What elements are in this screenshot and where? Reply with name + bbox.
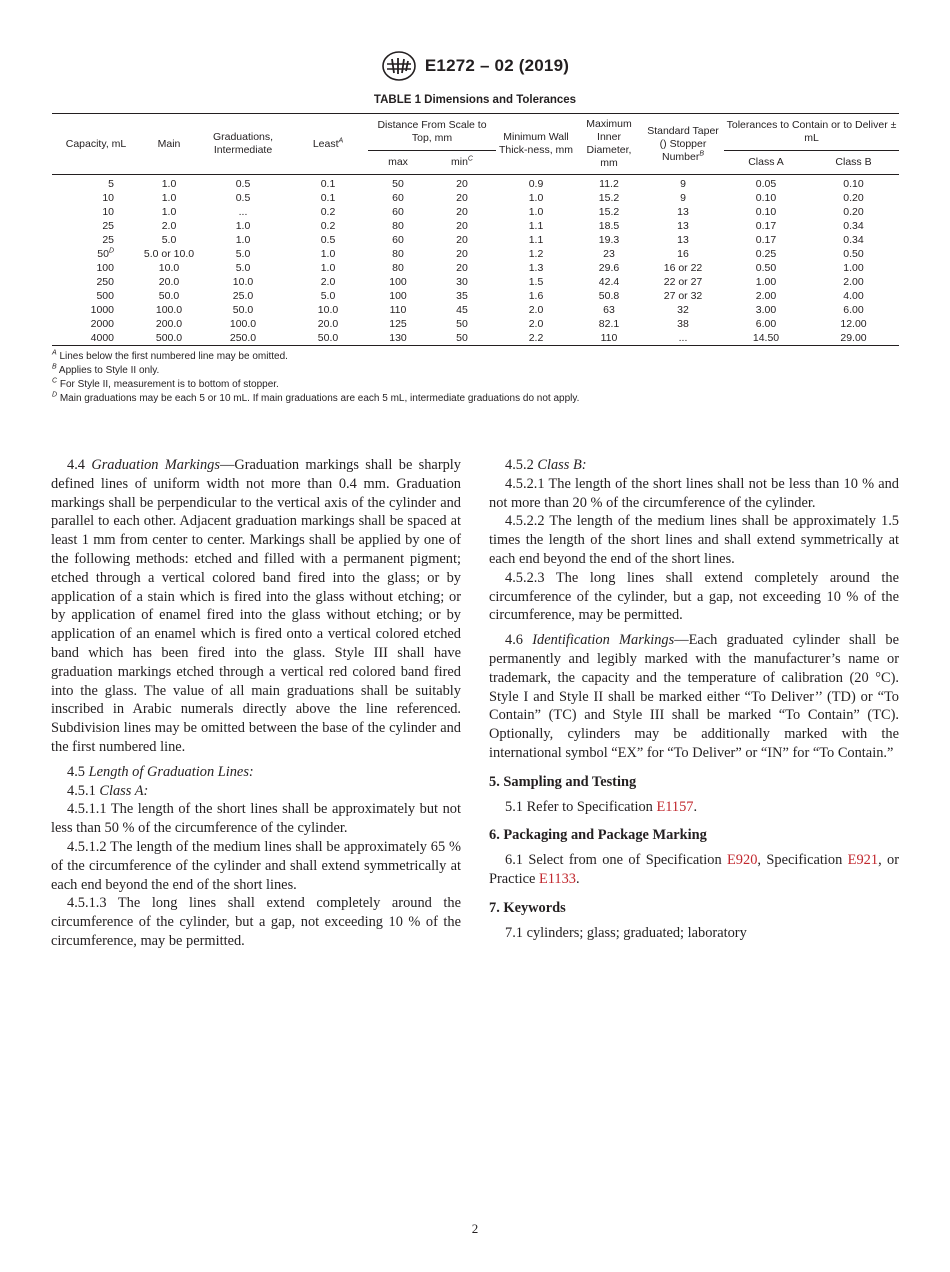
header-distance: Distance From Scale to Top, mm <box>368 114 496 151</box>
cell-capacity: 100 <box>96 262 114 274</box>
cell-class-b: 0.20 <box>843 206 864 218</box>
cell-diameter: 15.2 <box>598 192 620 204</box>
cell-diameter: 110 <box>576 331 642 346</box>
cell-taper: 13 <box>677 234 689 246</box>
document-designation: E1272 – 02 (2019) <box>424 56 570 75</box>
page-number: 2 <box>471 1221 479 1236</box>
cell-class-b: 6.00 <box>843 304 864 316</box>
cell-wall: 1.5 <box>528 276 544 288</box>
header-main: Main <box>157 137 181 150</box>
cell-intermediate: 50.0 <box>232 304 254 316</box>
cell-least: 1.0 <box>320 262 336 274</box>
header-intermediate: Graduations, Intermediate <box>212 131 274 156</box>
cell-taper: 38 <box>677 318 689 330</box>
cell-min: 50 <box>428 331 496 346</box>
cell-diameter: 18.5 <box>598 220 620 232</box>
cell-class-a: 0.25 <box>755 248 777 260</box>
cell-least: 0.2 <box>320 220 336 232</box>
cell-class-a: 0.17 <box>755 234 777 246</box>
cell-class-b: 2.00 <box>843 276 864 288</box>
cell-max: 100 <box>389 276 407 288</box>
cell-min: 50 <box>456 318 468 330</box>
cell-main: 1.0 <box>161 178 177 190</box>
cell-wall: 2.0 <box>528 304 544 316</box>
cell-least: 0.5 <box>320 234 336 246</box>
footnote: $^C$ For Style II, measurement is to bottom of stopper. <box>52 377 279 390</box>
cell-wall: 1.3 <box>528 262 544 274</box>
cell-class-a: 0.17 <box>755 220 777 232</box>
cell-class-b: 0.10 <box>843 178 864 190</box>
cell-intermediate: 250.0 <box>198 331 288 346</box>
cell-max: 110 <box>389 304 407 316</box>
cell-least: 1.0 <box>320 248 336 260</box>
section-4-5-2-2: 4.5.2.2 The length of the medium lines shall be approximately 1.5 times the length of the short lines and shall extend symmetrically at each end beyond the end of the short lines. <box>489 513 899 567</box>
cell-main: 100.0 <box>155 304 183 316</box>
cell-capacity: 10 <box>102 192 114 204</box>
cell-least: 20.0 <box>317 318 339 330</box>
cell-max: 50 <box>392 178 404 190</box>
table-row <box>52 303 899 317</box>
cell-main: 5.0 <box>161 234 177 246</box>
cell-least: 0.2 <box>320 206 336 218</box>
cell-taper: 16 or 22 <box>663 262 703 274</box>
cell-main: 1.0 <box>161 206 177 218</box>
cell-main: 2.0 <box>161 220 177 232</box>
cell-min: 20 <box>456 262 468 274</box>
section-4-5-1: 4.5.1 Class A: <box>67 782 149 799</box>
cell-taper: 9 <box>680 192 686 204</box>
cell-class-a: 0.50 <box>755 262 777 274</box>
cell-max: 80 <box>392 248 404 260</box>
cell-min: 20 <box>456 178 468 190</box>
cell-wall: 2.0 <box>528 318 544 330</box>
cell-min: 20 <box>456 192 468 204</box>
cell-intermediate: ... <box>238 206 248 218</box>
cell-capacity: 5 <box>108 178 114 190</box>
header-diameter: Maximum Inner Diameter, mm <box>586 118 632 169</box>
cell-class-b: 0.50 <box>843 248 864 260</box>
cell-intermediate: 0.5 <box>235 178 251 190</box>
cell-taper: 27 or 32 <box>663 290 703 302</box>
cell-diameter: 50.8 <box>598 290 620 302</box>
cell-class-b: 1.00 <box>843 262 864 274</box>
cell-main: 1.0 <box>161 192 177 204</box>
header-capacity: Capacity, mL <box>65 137 127 150</box>
cell-wall: 1.0 <box>528 192 544 204</box>
link-e921[interactable]: E921 <box>847 852 879 869</box>
cell-least: 5.0 <box>320 290 336 302</box>
cell-main: 50.0 <box>158 290 180 302</box>
table-row <box>52 175 899 192</box>
astm-logo-icon <box>381 50 417 82</box>
cell-class-a: 0.05 <box>755 178 777 190</box>
cell-class-b: 12.00 <box>840 318 867 330</box>
cell-class-b: 0.34 <box>843 234 864 246</box>
header-wall: Minimum Wall Thick-ness, mm <box>498 131 574 156</box>
section-5-1: 5.1 Refer to Specification E1157. <box>505 798 698 815</box>
cell-class-a: 3.00 <box>755 304 777 316</box>
cell-min: 45 <box>456 304 468 316</box>
header-least: Least$^A$ <box>312 137 344 150</box>
cell-min: 20 <box>456 234 468 246</box>
cell-max: 100 <box>389 290 407 302</box>
cell-max: 60 <box>392 192 404 204</box>
section-7-1: 7.1 cylinders; glass; graduated; laboratory <box>505 924 747 941</box>
header-max: max <box>388 156 408 168</box>
section-4-5-1-1: 4.5.1.1 The length of the short lines shall be approximately but not less than 50 % of the circumference of the cylinder. <box>51 801 461 837</box>
right-column <box>489 456 899 942</box>
link-e920[interactable]: E920 <box>727 852 758 869</box>
cell-min: 20 <box>456 206 468 218</box>
section-4-5-2-1: 4.5.2.1 The length of the short lines shall not be less than 10 % and not more than 20 % of the circumference of the cylinder. <box>489 475 899 511</box>
cell-min: 35 <box>456 290 468 302</box>
cell-least: 50.0 <box>288 331 368 346</box>
table-body <box>52 175 899 346</box>
heading-section-7: 7. Keywords <box>489 899 566 916</box>
cell-max: 125 <box>389 318 407 330</box>
cell-taper: 22 or 27 <box>663 276 703 288</box>
cell-intermediate: 10.0 <box>232 276 254 288</box>
cell-capacity: 1000 <box>90 304 114 316</box>
section-4-6: 4.6 Identification Markings—Each graduated cylinder shall be permanently and legibly marked with the manufacturer’s name or trademark, the capacity and the temperature of calibration (20 °C). Style I and Style II shall be marked either “To Deliver’’ (TD) or “To Contain” (TC) and Style III shall be marked “To Contain” (TC). Optionally, cylinders may be additionally marked with the international symbol “EX” for “To Deliver” or “IN” for “To Contain.” <box>489 632 899 761</box>
cell-wall: 1.1 <box>528 220 544 232</box>
cell-diameter: 82.1 <box>598 318 620 330</box>
cell-intermediate: 1.0 <box>235 234 251 246</box>
cell-min: 20 <box>456 220 468 232</box>
cell-min: 30 <box>456 276 468 288</box>
cell-capacity: 250 <box>96 276 114 288</box>
header-class-b: Class B <box>835 156 872 168</box>
cell-taper: 13 <box>677 220 689 232</box>
section-6-1: 6.1 Select from one of Specification E920, Specification E921, or Practice E1133. <box>489 852 900 887</box>
cell-capacity: 10 <box>102 206 114 218</box>
left-column <box>51 456 461 951</box>
cell-max: 80 <box>392 262 404 274</box>
cell-wall: 1.2 <box>528 248 544 260</box>
cell-diameter: 63 <box>603 304 615 316</box>
link-e1133[interactable]: E1133 <box>538 870 576 887</box>
cell-intermediate: 25.0 <box>232 290 254 302</box>
cell-main: 5.0 or 10.0 <box>143 248 195 260</box>
cell-class-b: 0.20 <box>843 192 864 204</box>
heading-section-5: 5. Sampling and Testing <box>489 773 637 790</box>
cell-intermediate: 5.0 <box>235 262 251 274</box>
cell-class-b: 0.34 <box>843 220 864 232</box>
cell-taper: 32 <box>677 304 689 316</box>
header-class-a: Class A <box>748 156 784 168</box>
cell-taper: 9 <box>680 178 686 190</box>
cell-diameter: 29.6 <box>598 262 620 274</box>
table-row <box>52 219 899 233</box>
table-row <box>52 331 899 346</box>
cell-diameter: 19.3 <box>598 234 620 246</box>
cell-capacity: 2000 <box>90 318 114 330</box>
cell-diameter: 42.4 <box>598 276 620 288</box>
cell-least: 0.1 <box>320 178 336 190</box>
cell-wall: 1.1 <box>528 234 544 246</box>
cell-taper: 16 <box>677 248 689 260</box>
table-row <box>52 317 899 331</box>
cell-diameter: 23 <box>603 248 615 260</box>
cell-class-a: 1.00 <box>755 276 777 288</box>
footnote: $^A$ Lines below the first numbered line may be omitted. <box>52 349 288 362</box>
cell-wall: 0.9 <box>528 178 544 190</box>
table-row <box>52 275 899 289</box>
cell-least: 0.1 <box>320 192 336 204</box>
cell-main: 20.0 <box>158 276 180 288</box>
cell-least: 10.0 <box>317 304 339 316</box>
table-footnotes <box>52 350 902 406</box>
link-e1157[interactable]: E1157 <box>656 798 694 815</box>
cell-intermediate: 100.0 <box>229 318 257 330</box>
cell-class-a: 14.50 <box>724 331 808 346</box>
cell-max: 60 <box>392 206 404 218</box>
dimensions-table <box>52 113 899 346</box>
header-taper: Standard Taper () Stopper Number$^B$ <box>647 124 719 163</box>
table-row <box>52 261 899 275</box>
cell-intermediate: 0.5 <box>235 192 251 204</box>
cell-main: 200.0 <box>155 318 183 330</box>
cell-min: 20 <box>456 248 468 260</box>
table-row <box>52 247 899 261</box>
page-header <box>0 50 950 87</box>
section-4-5-1-3: 4.5.1.3 The long lines shall extend completely around the circumference of the cylinder, but a gap, not exceeding 10 % of the circumference, may be permitted. <box>51 895 461 949</box>
table-row <box>52 191 899 205</box>
cell-wall: 1.0 <box>528 206 544 218</box>
cell-main: 10.0 <box>158 262 180 274</box>
cell-diameter: 11.2 <box>599 178 619 190</box>
cell-max: 60 <box>392 234 404 246</box>
cell-class-a: 0.10 <box>755 192 777 204</box>
cell-diameter: 15.2 <box>598 206 620 218</box>
cell-class-a: 6.00 <box>755 318 777 330</box>
cell-class-b: 4.00 <box>843 290 864 302</box>
section-4-5-2-3: 4.5.2.3 The long lines shall extend completely around the circumference of the cylinder, but a gap, not exceeding 10 % of the circumference, may be permitted. <box>489 569 899 624</box>
table-row <box>52 233 899 247</box>
cell-intermediate: 5.0 <box>235 248 251 260</box>
footnote: $^D$ Main graduations may be each 5 or 10 mL. If main graduations are each 5 mL, intermediate graduations do not apply. <box>52 391 580 404</box>
cell-class-a: 0.10 <box>755 206 777 218</box>
table-row <box>52 205 899 219</box>
heading-section-6: 6. Packaging and Package Marking <box>489 827 707 844</box>
cell-capacity: 4000 <box>52 331 140 346</box>
table-title: TABLE 1 Dimensions and Tolerances <box>373 94 577 106</box>
cell-capacity: 25 <box>102 234 114 246</box>
cell-taper: 13 <box>677 206 689 218</box>
cell-capacity: $50^D$ <box>97 247 114 260</box>
cell-class-b: 29.00 <box>808 331 899 346</box>
cell-intermediate: 1.0 <box>235 220 251 232</box>
table-row <box>52 289 899 303</box>
cell-max: 130 <box>368 331 428 346</box>
cell-capacity: 25 <box>102 220 114 232</box>
header-min: $\min^C$ <box>451 155 473 168</box>
cell-taper: ... <box>642 331 724 346</box>
section-4-5-2: 4.5.2 Class B: <box>505 457 587 473</box>
cell-main: 500.0 <box>140 331 198 346</box>
cell-max: 80 <box>392 220 404 232</box>
cell-wall: 2.2 <box>496 331 576 346</box>
footnote: $^B$ Applies to Style II only. <box>52 363 160 376</box>
cell-least: 2.0 <box>320 276 336 288</box>
cell-capacity: 500 <box>96 290 114 302</box>
section-4-4: 4.4 Graduation Markings—Graduation markings shall be sharply defined lines of uniform width not more than 0.4 mm. Graduation markings shall be perpendicular to the vertical axis of the cylinder and parallel to each other. Adjacent graduation markings shall be spaced at least 1 mm from center to center. Markings shall be applied by one of the following methods: etched and filled with a permanent pigment; etched through a vertical colored band fired into the glass; or by application of a stain which is fired into the glass without etching; or by application of enamel fired into the glass without etching; or by application of an enamel which is fired onto a vertical colored etched band which has been fired into the glass. Style III shall have graduation markings etched through a vertical red colored band fired into the glass. The value of all main graduations shall be suitably inscribed in Arabic numerals directly above the line referenced. Subdivision lines may be omitted between the base of the cylinder and the first numbered line. <box>51 457 461 755</box>
section-4-5-1-2: 4.5.1.2 The length of the medium lines shall be approximately 65 % of the circumference of the cylinder and shall extend symmetrically at each end beyond the end of the short lines. <box>51 838 461 893</box>
cell-class-a: 2.00 <box>755 290 777 302</box>
header-tolerances: Tolerances to Contain or to Deliver ± mL <box>724 114 899 151</box>
section-4-5: 4.5 Length of Graduation Lines: <box>67 763 254 780</box>
cell-wall: 1.6 <box>528 290 544 302</box>
